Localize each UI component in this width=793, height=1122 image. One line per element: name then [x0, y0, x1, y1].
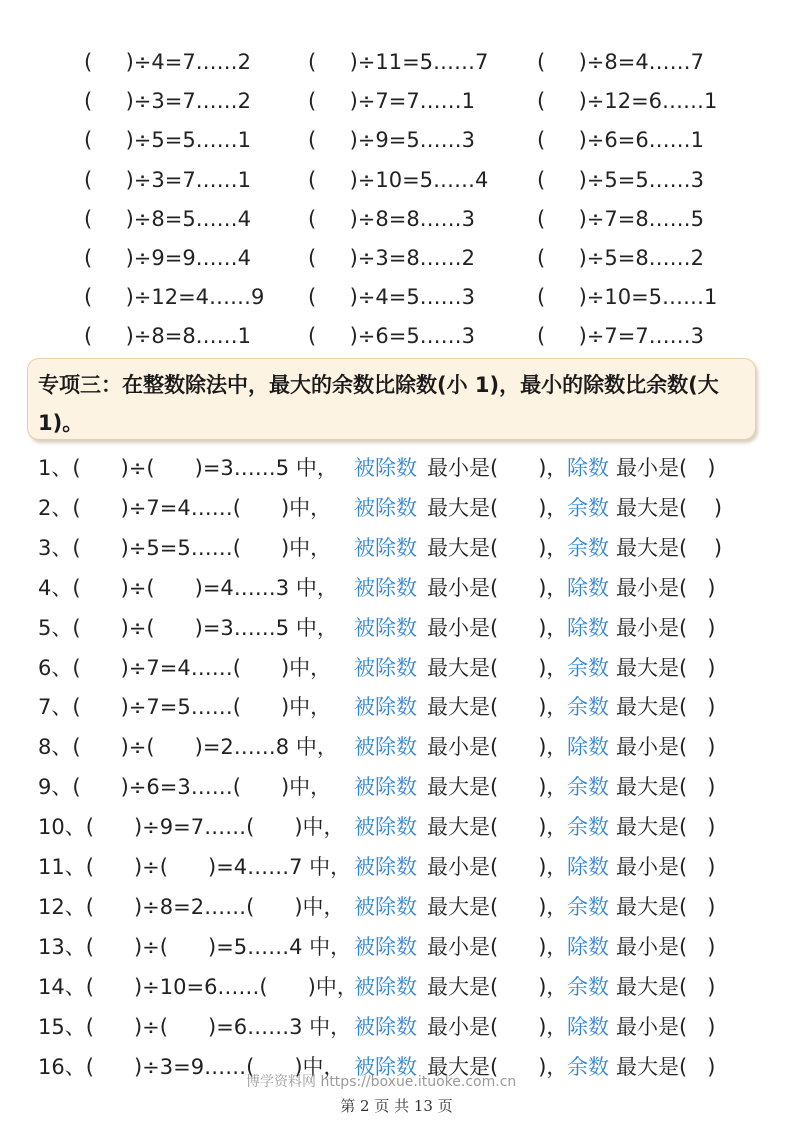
question-expression: 4、( )÷( )=4……3 中， [38, 575, 338, 600]
question-blank-1: 最大是( )， [427, 695, 568, 720]
question-expression: 14、( )÷10=6……( )中， [38, 974, 358, 999]
question-blank-2: 最小是( ) [616, 1014, 716, 1039]
question-blank-1: 最大是( )， [427, 1054, 568, 1079]
question-blank-1: 最大是( )， [427, 894, 568, 919]
division-problem: ( )÷3=7……1 [84, 167, 252, 192]
keyword-dividend: 被除数 [354, 535, 417, 560]
keyword-divisor-remainder: 余数 [567, 495, 609, 520]
keyword-dividend: 被除数 [354, 655, 417, 680]
question-row [0, 692, 793, 722]
keyword-dividend: 被除数 [354, 1014, 417, 1039]
question-expression: 11、( )÷( )=4……7 中， [38, 855, 352, 879]
section-title: 专项三：在整数除法中，最大的余数比除数(小 1)，最小的除数比余数(大 1)。 [38, 373, 719, 435]
question-blank-2: 最大是( ) [616, 1054, 716, 1079]
keyword-divisor-remainder: 余数 [567, 775, 609, 800]
division-problem: ( )÷3=7……2 [84, 89, 252, 114]
keyword-divisor-remainder: 余数 [567, 974, 609, 999]
division-problem: ( )÷9=9……4 [84, 246, 252, 270]
question-blank-2: 最小是( ) [616, 934, 716, 959]
keyword-divisor-remainder: 除数 [567, 1014, 609, 1039]
question-blank-2: 最大是( ) [616, 974, 716, 999]
question-blank-2: 最小是( ) [616, 735, 716, 760]
division-problem: ( )÷3=8……2 [308, 246, 476, 270]
question-row [0, 1012, 793, 1042]
question-row [0, 892, 793, 922]
page-number: 第 2 页 共 13 页 [340, 1097, 453, 1115]
question-row [0, 493, 793, 523]
keyword-dividend: 被除数 [354, 495, 417, 520]
keyword-dividend: 被除数 [354, 695, 417, 720]
division-problem: ( )÷10=5……1 [537, 285, 718, 310]
question-blank-1: 最小是( )， [427, 855, 568, 879]
keyword-divisor-remainder: 余数 [567, 815, 609, 840]
keyword-divisor-remainder: 余数 [567, 894, 609, 919]
division-problem: ( )÷10=5……4 [308, 167, 489, 192]
division-problem: ( )÷12=4……9 [84, 285, 265, 310]
keyword-dividend: 被除数 [354, 815, 417, 840]
question-blank-1: 最大是( )， [427, 495, 568, 520]
question-row [0, 852, 793, 882]
question-blank-1: 最小是( )， [427, 456, 568, 480]
question-expression: 16、( )÷3=9……( )中， [38, 1054, 345, 1079]
question-expression: 15、( )÷( )=6……3 中， [38, 1014, 352, 1039]
keyword-dividend: 被除数 [354, 775, 417, 800]
division-problem: ( )÷5=5……3 [537, 167, 705, 192]
question-blank-2: 最大是( ) [616, 655, 716, 680]
question-row [0, 932, 793, 962]
keyword-divisor-remainder: 除数 [567, 575, 609, 600]
keyword-dividend: 被除数 [354, 934, 417, 959]
question-row [0, 613, 793, 643]
watermark: 博学资料网 https://boxue.ituoke.com.cn [246, 1074, 517, 1090]
question-blank-1: 最小是( )， [427, 735, 568, 760]
keyword-divisor-remainder: 除数 [567, 855, 609, 879]
question-blank-2: 最大是( ) [616, 695, 716, 720]
division-problem: ( )÷7=7……3 [537, 324, 705, 349]
keyword-divisor-remainder: 余数 [567, 655, 609, 680]
question-blank-1: 最小是( )， [427, 575, 568, 600]
question-expression: 13、( )÷( )=5……4 中， [38, 934, 352, 959]
division-problem: ( )÷5=5……1 [84, 128, 252, 153]
keyword-dividend: 被除数 [354, 615, 417, 640]
question-blank-2: 最小是( ) [616, 575, 716, 600]
question-expression: 5、( )÷( )=3……5 中， [38, 615, 338, 640]
division-problem: ( )÷8=8……3 [308, 206, 476, 231]
question-expression: 6、( )÷7=4……( )中， [38, 655, 332, 680]
question-row [0, 533, 793, 563]
keyword-divisor-remainder: 余数 [567, 535, 609, 560]
division-problem: ( )÷8=5……4 [84, 206, 252, 231]
question-blank-2: 最大是( ) [616, 535, 723, 560]
keyword-divisor-remainder: 除数 [567, 615, 609, 640]
question-blank-2: 最大是( ) [616, 495, 723, 520]
question-row [0, 812, 793, 842]
keyword-dividend: 被除数 [354, 894, 417, 919]
keyword-dividend: 被除数 [354, 1054, 417, 1079]
question-expression: 3、( )÷5=5……( )中， [38, 535, 332, 560]
division-problem: ( )÷11=5……7 [308, 50, 489, 74]
keyword-dividend: 被除数 [354, 575, 417, 600]
division-problem: ( )÷4=5……3 [308, 285, 476, 310]
question-expression: 9、( )÷6=3……( )中， [38, 775, 332, 800]
division-problem: ( )÷5=8……2 [537, 246, 705, 270]
question-blank-1: 最大是( )， [427, 535, 568, 560]
division-problem: ( )÷7=8……5 [537, 206, 705, 231]
question-blank-1: 最大是( )， [427, 655, 568, 680]
question-blank-1: 最大是( )， [427, 815, 568, 840]
keyword-dividend: 被除数 [354, 456, 417, 480]
question-row [0, 772, 793, 802]
division-problem: ( )÷12=6……1 [537, 89, 718, 114]
question-row [0, 453, 793, 483]
question-blank-1: 最小是( )， [427, 934, 568, 959]
question-blank-2: 最小是( ) [616, 855, 716, 879]
keyword-divisor-remainder: 除数 [567, 934, 609, 959]
division-problem: ( )÷8=4……7 [537, 50, 705, 74]
question-expression: 7、( )÷7=5……( )中， [38, 695, 332, 720]
keyword-divisor-remainder: 除数 [567, 456, 609, 480]
question-blank-2: 最小是( ) [616, 456, 716, 480]
question-expression: 12、( )÷8=2……( )中， [38, 894, 345, 919]
question-row [0, 573, 793, 603]
keyword-dividend: 被除数 [354, 855, 417, 879]
division-problem: ( )÷6=6……1 [537, 128, 705, 153]
question-blank-2: 最大是( ) [616, 775, 716, 800]
keyword-dividend: 被除数 [354, 735, 417, 760]
question-blank-1: 最大是( )， [427, 974, 568, 999]
division-problem: ( )÷8=8……1 [84, 324, 252, 349]
question-expression: 10、( )÷9=7……( )中， [38, 815, 345, 840]
question-expression: 1、( )÷( )=3……5 中， [38, 456, 338, 480]
question-expression: 2、( )÷7=4……( )中， [38, 495, 332, 520]
question-row [0, 972, 793, 1002]
keyword-divisor-remainder: 余数 [567, 1054, 609, 1079]
keyword-dividend: 被除数 [354, 974, 417, 999]
question-blank-1: 最大是( )， [427, 775, 568, 800]
question-row [0, 732, 793, 762]
question-blank-2: 最大是( ) [616, 815, 716, 840]
question-row [0, 653, 793, 683]
question-expression: 8、( )÷( )=2……8 中， [38, 735, 338, 760]
division-problem: ( )÷4=7……2 [84, 50, 252, 74]
division-problem: ( )÷6=5……3 [308, 324, 476, 349]
keyword-divisor-remainder: 除数 [567, 735, 609, 760]
division-problem: ( )÷7=7……1 [308, 89, 476, 114]
question-blank-1: 最小是( )， [427, 615, 568, 640]
keyword-divisor-remainder: 余数 [567, 695, 609, 720]
question-blank-1: 最小是( )， [427, 1014, 568, 1039]
question-blank-2: 最小是( ) [616, 615, 716, 640]
question-blank-2: 最大是( ) [616, 894, 716, 919]
division-problem: ( )÷9=5……3 [308, 128, 476, 153]
